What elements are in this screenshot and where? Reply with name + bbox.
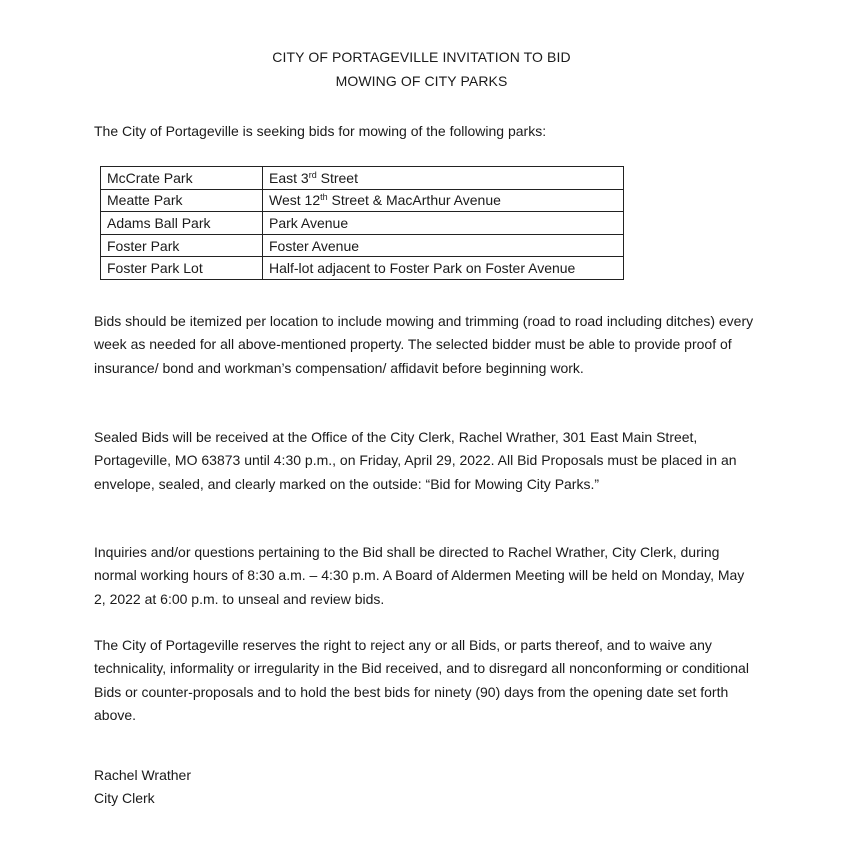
signatory-name: Rachel Wrather — [94, 767, 192, 783]
signature-block — [94, 764, 754, 811]
location-text: Street & MacArthur Avenue — [327, 192, 501, 209]
location-text: Foster Avenue — [269, 237, 360, 254]
park-location — [263, 212, 624, 235]
park-name: Foster Park Lot — [101, 257, 263, 280]
document-subtitle: MOWING OF CITY PARKS — [335, 73, 508, 89]
park-location — [263, 234, 624, 257]
table-row — [101, 212, 624, 235]
location-text: Park Avenue — [269, 214, 349, 231]
reservation-of-rights-paragraph: The City of Portageville reserves the right to reject any or all Bids, or parts thereof, and to waive any technicality, informality or irregularity in the Bid received, and to disregard all nonconforming or conditional Bids or counter-proposals and to hold the best bids for ninety (90) days from the opening date set forth above. — [94, 637, 749, 723]
table-row — [101, 257, 624, 280]
table-row — [101, 189, 624, 212]
ordinal-suffix: th — [320, 192, 328, 203]
location-text: West 12 — [269, 192, 321, 209]
document-title: CITY OF PORTAGEVILLE INVITATION TO BID — [272, 49, 571, 65]
parks-table — [100, 166, 624, 280]
sealed-bids-paragraph: Sealed Bids will be received at the Office of the City Clerk, Rachel Wrather, 301 East Main Street, Portageville, MO 63873 until 4:30 p.m., on Friday, April 29, 2022. All Bid Proposals must be placed in an envelope, sealed, and clearly marked on the outside: “Bid for Mowing City Parks.” — [94, 429, 737, 492]
table-row — [101, 167, 624, 190]
location-text: East 3 — [269, 169, 309, 186]
park-location — [263, 167, 624, 190]
table-row — [101, 234, 624, 257]
park-name: Meatte Park — [101, 189, 263, 212]
ordinal-suffix: rd — [308, 169, 317, 180]
park-name: McCrate Park — [101, 167, 263, 190]
park-name: Adams Ball Park — [101, 212, 263, 235]
location-text: Half-lot adjacent to Foster Park on Foster Avenue — [269, 260, 576, 277]
itemized-bids-paragraph: Bids should be itemized per location to include mowing and trimming (road to road including ditches) every week as needed for all above-mentioned property. The selected bidder must be able to provide proof of insurance/ bond and workman’s compensation/ affidavit before beginning work. — [94, 313, 754, 376]
park-location — [263, 189, 624, 212]
park-name: Foster Park — [101, 234, 263, 257]
park-location — [263, 257, 624, 280]
signatory-title: City Clerk — [94, 790, 155, 807]
intro-paragraph: The City of Portageville is seeking bids for mowing of the following parks: — [94, 123, 547, 139]
inquiries-paragraph: Inquiries and/or questions pertaining to the Bid shall be directed to Rachel Wrather, City Clerk, during normal working hours of 8:30 a.m. – 4:30 p.m. A Board of Aldermen Meeting will be held on Monday, May 2, 2022 at 6:00 p.m. to unseal and review bids. — [94, 544, 745, 607]
location-text: Street — [316, 169, 358, 186]
